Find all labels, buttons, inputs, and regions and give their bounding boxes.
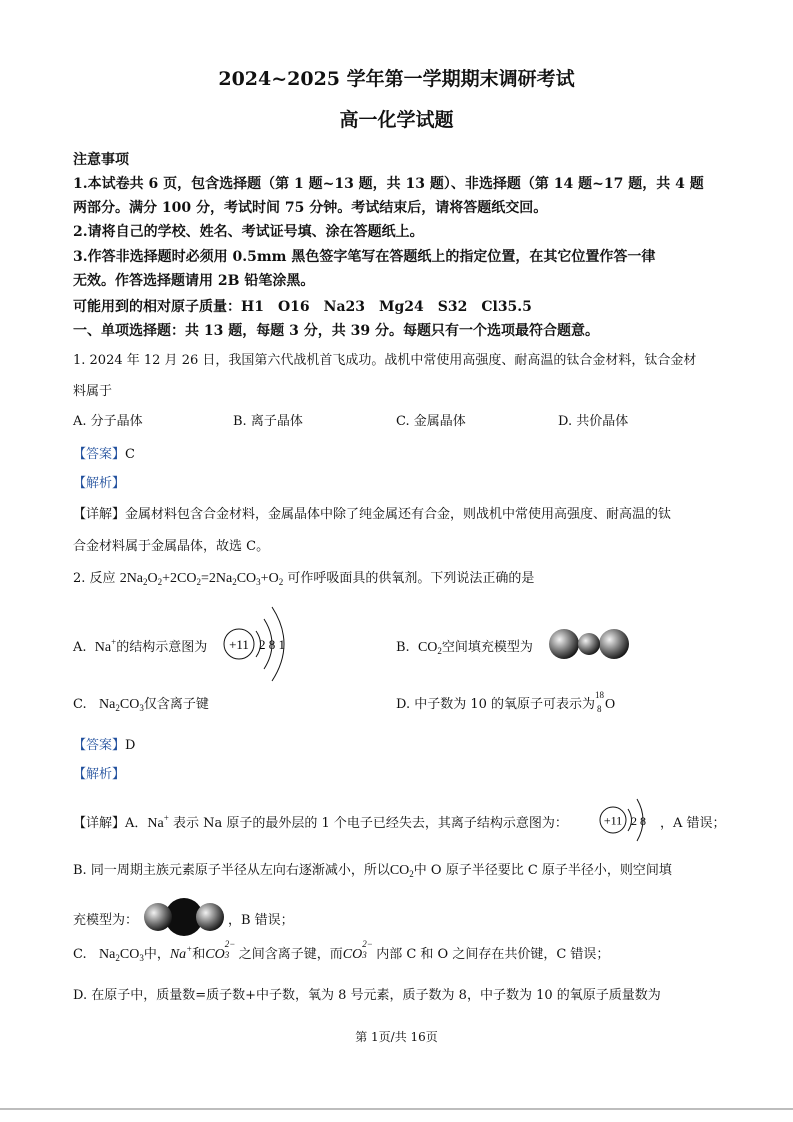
q2-detail-b-end: ，B 错误； xyxy=(228,913,294,928)
q1-stem-line2: 料属于 xyxy=(73,384,113,399)
q2-option-c: C. $Na_2CO_3$仅含离子键 xyxy=(73,697,209,713)
q2-detail-b-line1: B. 同一周期主族元素原子半径从左向右逐渐减小，所以$CO_2$中 O 原子半径要比 C 原子半径小，则空间填 xyxy=(73,863,672,879)
q2-stem-tail: 可作呼吸面具的供氧剂。下列说法正确的是 xyxy=(287,571,535,586)
electron-shells: 2 8 xyxy=(631,814,646,828)
carbon-atom-ball xyxy=(578,633,600,655)
q2-stem xyxy=(73,567,534,587)
notice-item-1b: 两部分。满分 100 分，考试时间 75 分钟。考试结束后，请将答题纸交回。 xyxy=(73,200,548,216)
q2-number: 2. 反应 xyxy=(73,571,116,586)
sodium-ion: Na+ xyxy=(169,944,193,962)
sodium-ion: Na+ xyxy=(147,813,169,831)
q2-option-a: A. Na+的结构示意图为 xyxy=(73,637,208,655)
answer-value: D xyxy=(125,738,136,753)
q1-option-a: A. 分子晶体 xyxy=(73,414,143,429)
notice-item-2: 2.请将自己的学校、姓名、考试证号填、涂在答题纸上。 xyxy=(73,224,424,240)
q2-option-b: B. $CO_2$空间填充模型为 xyxy=(396,640,533,656)
notice-heading: 注意事项 xyxy=(73,152,129,168)
q2-detail-c: C. $Na_2CO_3$中，Na+和CO 2− 3 之间含离子键，而CO 2− 3 内部 C 和 O 之间存在共价键，C 错误； xyxy=(73,939,610,963)
sodium-ion: Na+ xyxy=(94,637,117,655)
sodium-carbonate-formula: $Na_2CO_3$ xyxy=(99,947,144,963)
electron-shells: 2 8 1 xyxy=(259,637,285,652)
carbonate-ion: CO 2− 3 xyxy=(342,939,373,962)
notice-item-3a: 3.作答非选择题时必须用 0.5mm 黑色签字笔写在答题纸上的指定位置，在其它位置作答一律 xyxy=(73,249,656,265)
oxygen-atom-ball xyxy=(144,903,172,931)
oxygen-18-isotope: 18 8 O xyxy=(595,690,616,714)
atomic-masses: 可能用到的相对原子质量：H1 O16 Na23 Mg24 S32 Cl35.5 xyxy=(73,299,532,315)
sodium-atom-structure-diagram xyxy=(220,603,300,683)
q1-answer xyxy=(73,443,135,462)
carbon-dioxide-formula: $CO_2$ xyxy=(389,863,414,879)
answer-tag: 【答案】 xyxy=(73,447,126,462)
co2-space-filling-model-correct xyxy=(141,896,227,938)
carbon-dioxide-formula: $CO_2$ xyxy=(417,640,442,656)
q2-detail-b-line2: 充模型为： xyxy=(73,913,139,928)
page-number: 第 1页/共 16页 xyxy=(355,1030,438,1044)
exam-subtitle: 高一化学试题 xyxy=(339,109,454,131)
page-bottom-divider xyxy=(0,1108,793,1110)
co2-space-filling-model-option xyxy=(548,626,634,662)
section-heading: 一、单项选择题：共 13 题，每题 3 分，共 39 分。每题只有一个选项最符合题意。 xyxy=(73,323,599,339)
answer-value: C xyxy=(125,447,135,462)
q1-detail-line1: 【详解】金属材料包含合金材料，金属晶体中除了纯金属还有合金，则战机中常使用高强度、耐高温的钛 xyxy=(73,507,672,522)
oxygen-atom-ball xyxy=(549,629,579,659)
q2-answer xyxy=(73,734,135,753)
oxygen-atom-ball xyxy=(196,903,224,931)
q2-detail-a-end: ，A 错误； xyxy=(660,816,726,831)
q1-detail-line2: 合金材料属于金属晶体，故选 C。 xyxy=(73,539,270,554)
notice-item-3b: 无效。作答选择题请用 2B 铅笔涂黑。 xyxy=(73,273,315,289)
carbonate-ion: CO 2− 3 xyxy=(205,939,236,962)
nucleus-charge: +11 xyxy=(229,637,249,652)
notice-item-1a: 1.本试卷共 6 页，包含选择题（第 1 题~13 题，共 13 题）、非选择题（第 14 题~17 题，共 4 题 xyxy=(73,176,704,192)
q1-option-b: B. 离子晶体 xyxy=(233,414,303,429)
q1-option-c: C. 金属晶体 xyxy=(396,414,466,429)
sodium-carbonate-formula: $Na_2CO_3$ xyxy=(99,697,144,713)
answer-tag: 【答案】 xyxy=(73,738,126,753)
reaction-equation: $2Na_2O_2+2CO_2=2Na_2CO_3+O_2$ xyxy=(119,571,284,587)
oxygen-atom-ball xyxy=(599,629,629,659)
q2-option-d: D. 中子数为 10 的氧原子可表示为 18 8 O xyxy=(396,690,616,714)
q2-analysis-tag: 【解析】 xyxy=(73,767,126,782)
nucleus-charge: +11 xyxy=(603,813,623,828)
q1-stem-line1: 1. 2024 年 12 月 26 日，我国第六代战机首飞成功。战机中常使用高强度、耐高温的钛合金材料，钛合金材 xyxy=(73,353,697,368)
sodium-ion-structure-diagram xyxy=(597,796,659,844)
q1-option-d: D. 共价晶体 xyxy=(558,414,629,429)
q1-analysis-tag: 【解析】 xyxy=(73,476,126,491)
exam-title: 2024~2025 学年第一学期期末调研考试 xyxy=(218,68,575,90)
q2-detail-d: D. 在原子中，质量数=质子数+中子数，氧为 8 号元素，质子数为 8，中子数为 10 的氧原子质量数为 xyxy=(73,988,661,1003)
q2-detail-a: 【详解】A．Na+ 表示 Na 原子的最外层的 1 个电子已经失去，其离子结构示意图为： xyxy=(73,813,568,831)
